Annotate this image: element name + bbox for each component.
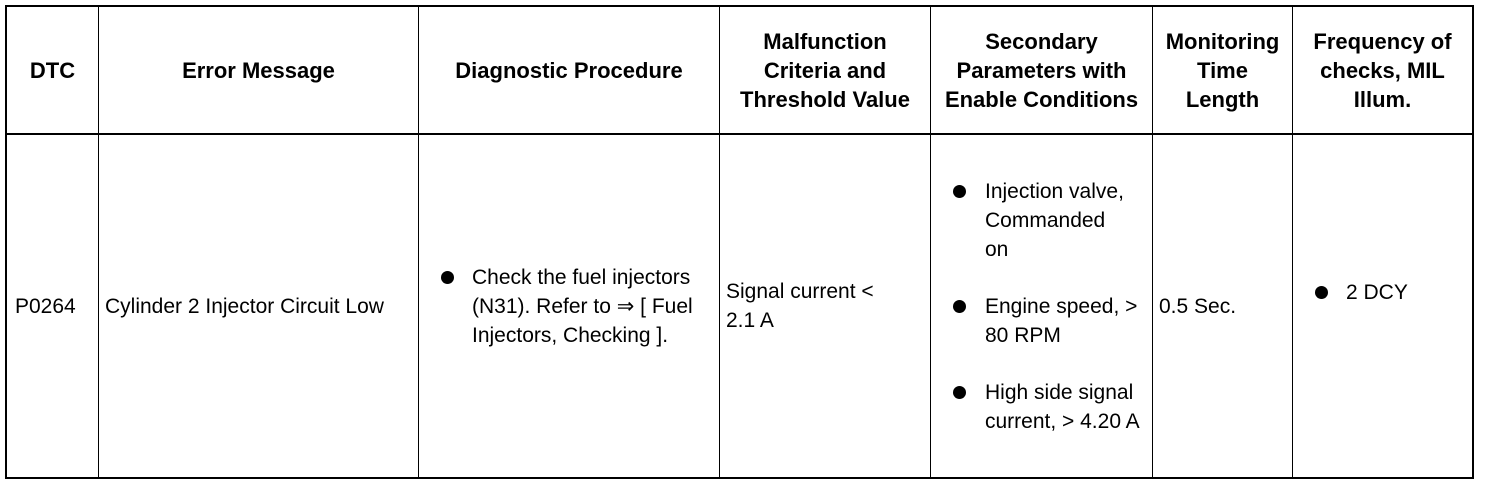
cell-diagnostic-procedure: [419, 135, 719, 477]
header-error-message: Error Message: [182, 57, 335, 83]
list-item: High side signal current, > 4.20 A: [953, 378, 1144, 436]
cell-dtc: P0264: [15, 294, 76, 318]
header-dtc: DTC: [29, 57, 76, 83]
header-monitoring-time: Monitoring Time Length: [1165, 28, 1280, 112]
cell-error-message: Cylinder 2 Injector Circuit Low: [105, 294, 384, 318]
bullet-icon: [953, 185, 966, 198]
bullet-icon: [1315, 286, 1328, 299]
bullet-icon: [953, 386, 966, 399]
cell-frequency: [1293, 135, 1472, 477]
cell-secondary-parameters: [931, 135, 1152, 477]
list-item: Check the fuel injectors (N31). Refer to ⇒ [ Fuel Injectors, Checking ].: [441, 263, 705, 350]
cell-malfunction-criteria: Signal current < 2.1 A: [726, 280, 874, 332]
header-diagnostic-procedure: Diagnostic Procedure: [455, 57, 683, 83]
list-item: 2 DCY: [1315, 278, 1472, 307]
list-item: Injection valve, Commanded on: [953, 177, 1144, 264]
cell-monitoring-time: 0.5 Sec.: [1159, 294, 1237, 318]
list-item: Engine speed, > 80 RPM: [953, 292, 1144, 350]
header-malfunction-criteria: Malfunction Criteria and Threshold Value: [740, 28, 910, 112]
bullet-icon: [441, 271, 454, 284]
header-secondary-parameters: Secondary Parameters with Enable Conditions: [944, 28, 1139, 112]
header-frequency: Frequency of checks, MIL Illum.: [1313, 28, 1452, 112]
bullet-icon: [953, 300, 966, 313]
